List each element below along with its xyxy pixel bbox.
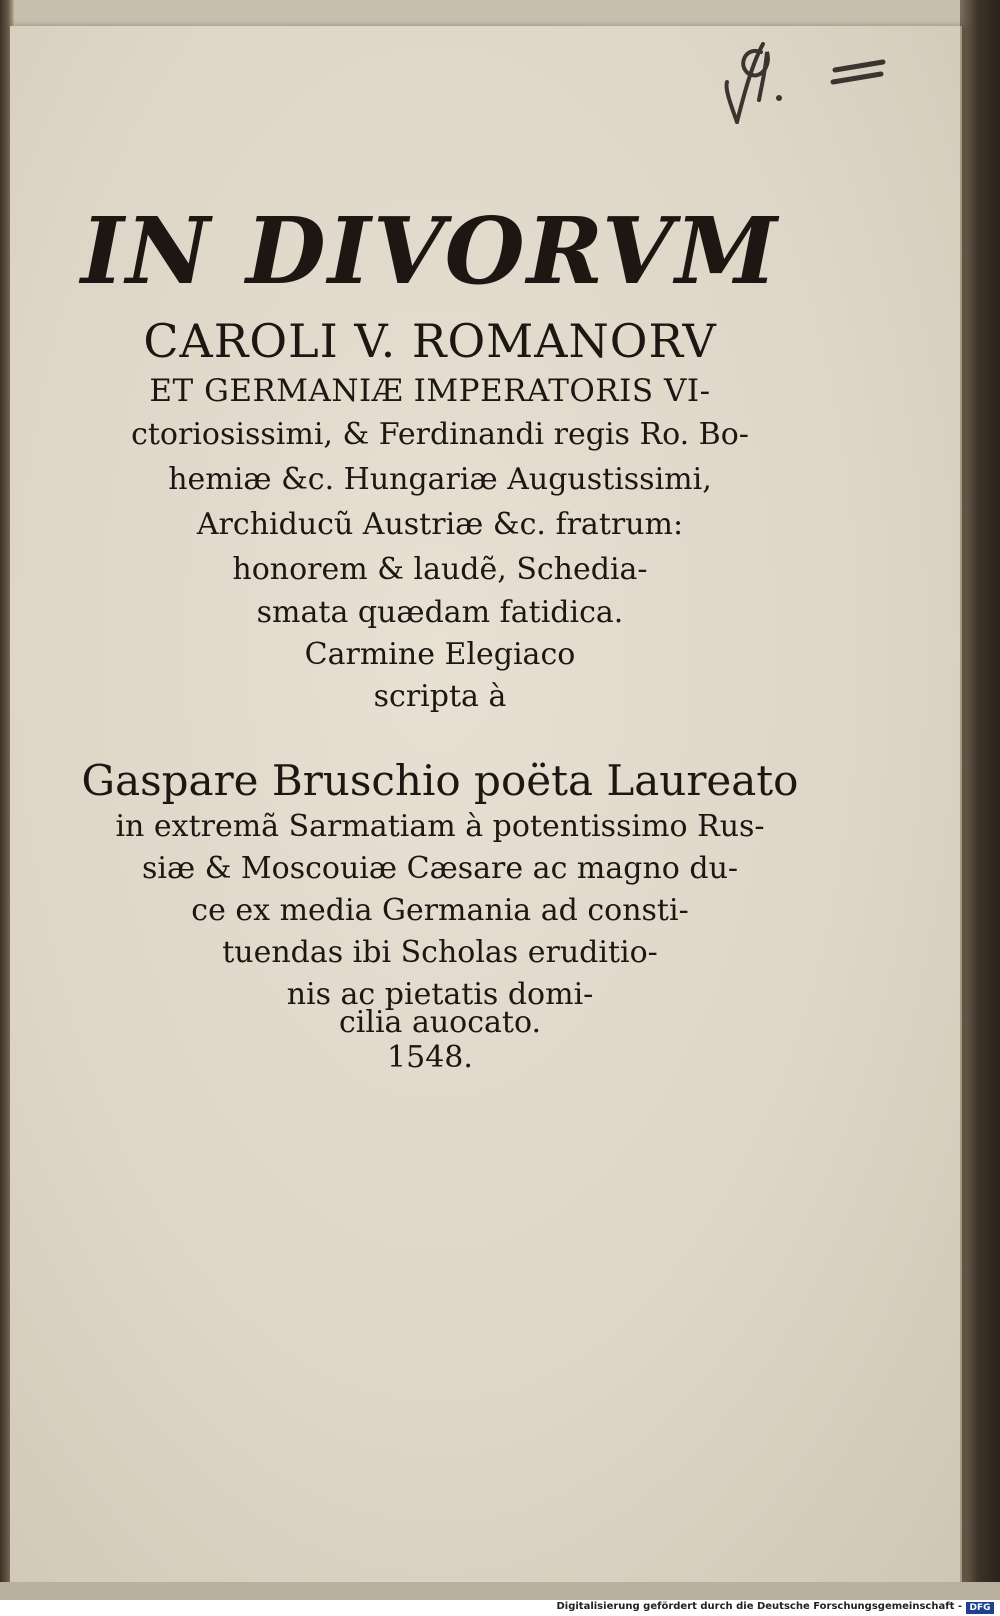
author-line: siæ & Moscouiæ Cæsare ac magno du- (141, 851, 739, 886)
title-caps-line-2: ET GERMANIÆ IMPERATORIS VI- (149, 373, 711, 409)
title-line: hemiæ &c. Hungariæ Augustissimi, (168, 462, 712, 497)
title-line: Carmine Elegiaco (304, 637, 576, 672)
title-line: scripta à (373, 679, 507, 714)
dfg-logo: DFG (966, 1602, 994, 1614)
title-main: IN DIVORVM (80, 197, 780, 305)
funding-credit: Digitalisierung gefördert durch die Deutsche Forschungsgemeinschaft - (556, 1601, 962, 1612)
scan-bottom-margin (0, 1582, 1000, 1600)
title-caps-line-1: CAROLI V. ROMANORV (143, 314, 717, 368)
author-name-line: Gaspare Bruschio poëta Laureato (81, 756, 799, 805)
binding-edge-right (960, 0, 1000, 1600)
author-line: tuendas ibi Scholas eruditio- (222, 935, 658, 970)
title-line: honorem & laudẽ, Schedia- (232, 552, 648, 587)
title-line: Archiducũ Austriæ &c. fratrum: (196, 507, 684, 542)
author-line: ce ex media Germania ad consti- (191, 893, 689, 928)
title-line: smata quædam fatidica. (256, 595, 624, 630)
scan-top-margin (0, 0, 1000, 26)
author-line: cilia auocato. (338, 1005, 542, 1040)
title-line: ctoriosissimi, & Ferdinandi regis Ro. Bo- (131, 417, 749, 452)
author-line: nis ac pietatis domi- (286, 977, 594, 1012)
author-line: in extremã Sarmatiam à potentissimo Rus- (115, 809, 765, 844)
publication-year: 1548. (387, 1040, 473, 1075)
handwritten-shelfmark (715, 30, 915, 150)
